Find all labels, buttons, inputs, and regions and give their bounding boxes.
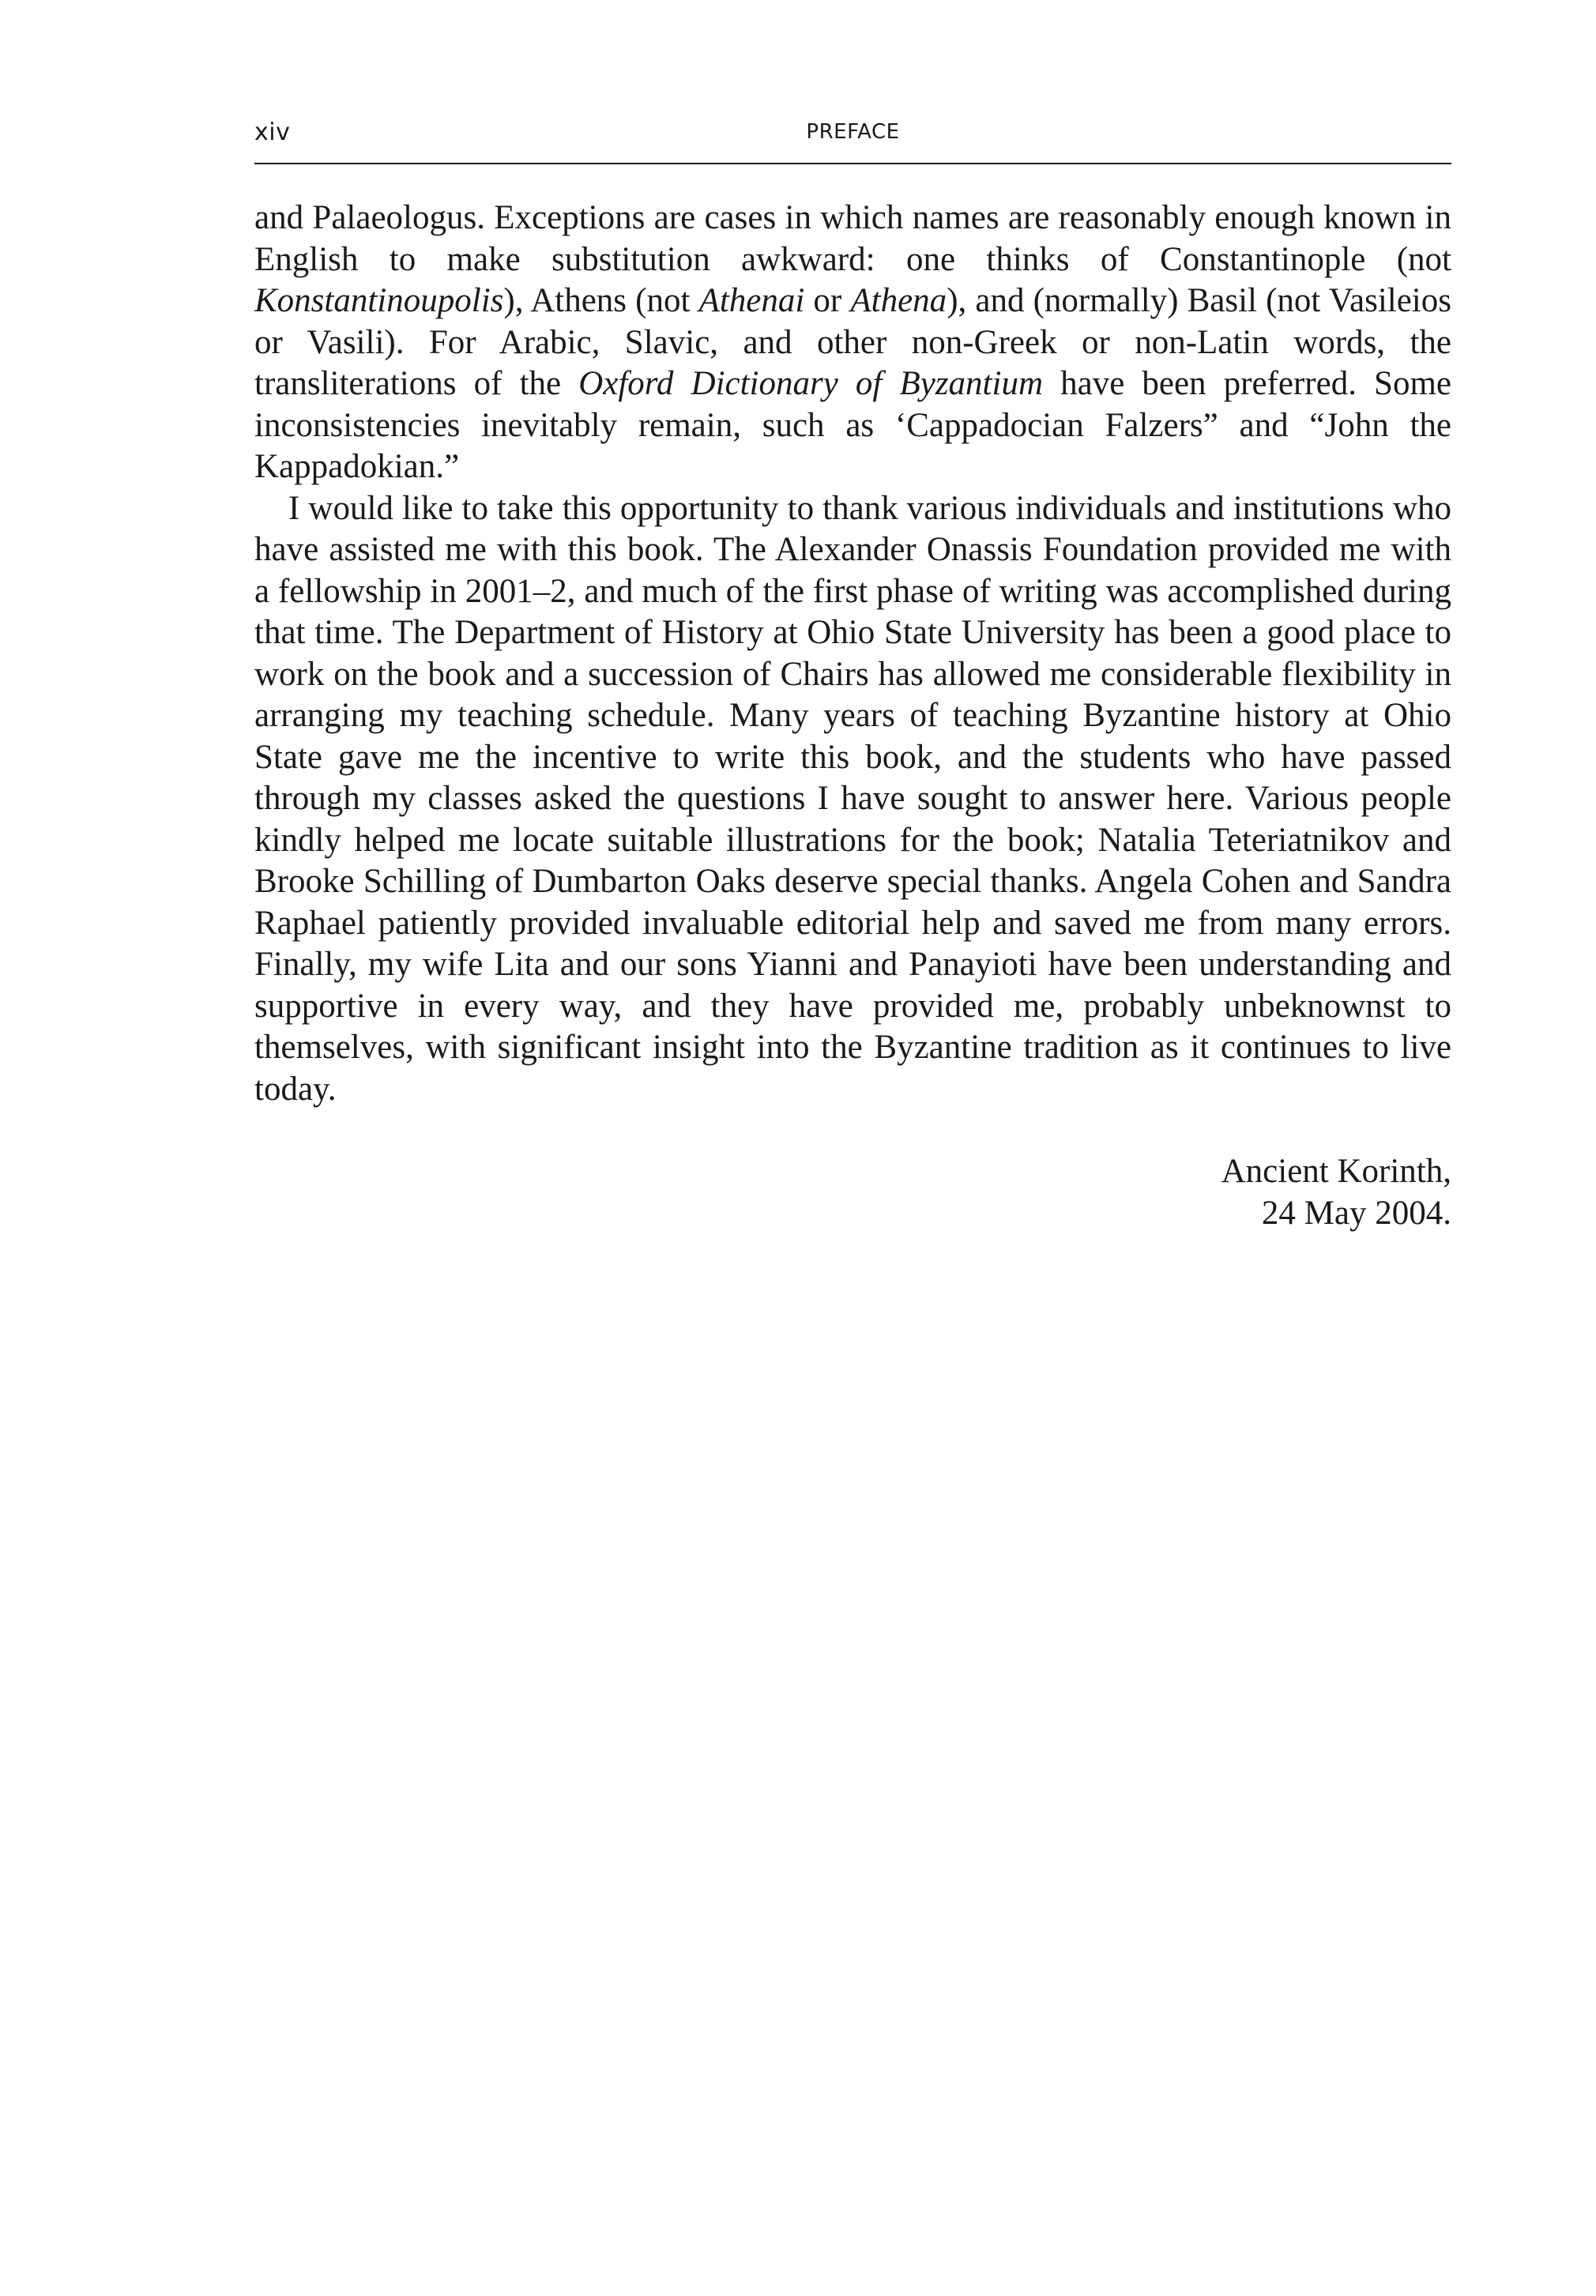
paragraph-acknowledgements: I would like to take this opportunity to thank various individuals and institutions who have assisted me with this book. The Alexander Onassis Foundation provided me with a fellowship in 2001–2, and much of the first phase of writing was accomplished during that time. The Department of History at Ohio State University has been a good place to work on the book and a succession of Chairs has allowed me considerable flexibility in arranging my teaching schedule. Many years of teaching Byzantine history at Ohio State gave me the incentive to write this book, and the students who have passed through my classes asked the questions I have sought to answer here. Various people kindly helped me locate suitable illustrations for the book; Natalia Teteriatnikov and Brooke Schilling of Dumbarton Oaks deserve special thanks. Angela Cohen and Sandra Raphael patiently provided invaluable editorial help and saved me from many errors. Finally, my wife Lita and our sons Yianni and Panayioti have been understanding and supportive in every way, and they have provided me, probably unbeknownst to themselves, with significant insight into the Byzantine tradition as it continues to live today. — [254, 489, 1451, 1108]
text-run: ), Athens (not — [503, 282, 699, 319]
running-head — [254, 117, 1451, 150]
running-head-title: PREFACE — [806, 120, 900, 144]
text-run: and Palaeologus. Exceptions are cases in which names are reasonably enough known in English to make substitution awkward: one thinks of Constantinople (not — [254, 199, 1451, 278]
page-number: xiv — [254, 119, 291, 146]
italic-term: Konstantinoupolis — [254, 282, 504, 319]
italic-title: Oxford Dictionary of Byzantium — [578, 365, 1044, 402]
signoff-date: 24 May 2004. — [1261, 1194, 1451, 1232]
body-text — [254, 198, 1451, 1110]
text-run: or — [804, 282, 851, 319]
paragraph-continued — [254, 198, 1451, 488]
text-run: have been preferred. Some inconsistencies inevitably remain, such as ‘Cappadocian Falzers” and “John the Kappadokian.” — [254, 365, 1451, 485]
italic-term: Athena — [850, 282, 947, 319]
header-rule — [254, 163, 1451, 164]
italic-term: Athenai — [698, 282, 805, 319]
text-run: ), and (normally) Basil (not Vasileios or Vasili). For Arabic, Slavic, and other non-Greek or non-Latin words, the transliterations of the — [254, 282, 1451, 402]
signoff — [254, 1151, 1451, 1234]
signoff-place: Ancient Korinth, — [1221, 1153, 1451, 1190]
book-page — [254, 117, 1451, 1234]
